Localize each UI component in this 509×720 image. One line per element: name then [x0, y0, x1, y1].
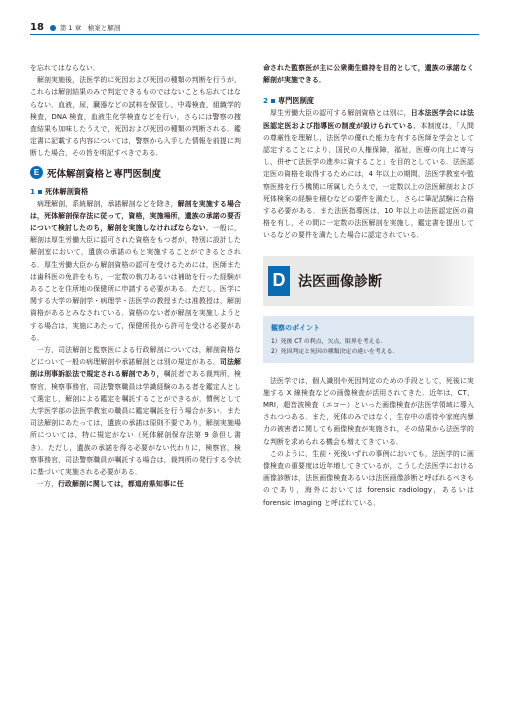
square-bullet-icon: [38, 190, 42, 194]
paragraph: [30, 478, 241, 490]
paragraph: [263, 107, 474, 241]
text-run: 一般に，解剖は厚生労働大臣に認可された資格をもつ者が，特別に設計した解剖室において，遺族の承諾のもと実施することができるとされる．厚生労働大臣から解剖資格の認可を受けるためには，医師または歯科医の免許をもち，一定数の執刀あるいは補助を行った経験があることを住所地の保健所に申請する必要がある．ただし，医学に関する大学の解剖学・病理学・法医学の教授または准教授は，解剖資格があるとみなされている．資格のない者が解剖を実施しようとする場合は，実施にあたって，保健所長から許可を受ける必要がある．: [30, 224, 241, 342]
subheading-number: 2: [263, 96, 269, 106]
subheading-1: [30, 186, 241, 198]
subheading-title: 死体解剖資格: [45, 186, 89, 196]
left-column: [30, 62, 241, 491]
running-header: [30, 22, 120, 33]
point-item: 1）死後 CT の利点，欠点，限界を考える．: [271, 338, 387, 345]
point-item: 2）死因判定と死因の種類決定の違いを考える．: [271, 348, 399, 355]
text-run: 本制度は，「人間の尊厳性を理解し，法医学の優れた能力を有する医師を学会として認定することにより，国民の人権保障，福祉，医療の向上に寄与し，併せて法医学の進歩に資すること」を目的としている．法医認定医の資格を取得するためには，4 年以上の期間，法医学教室や監察医務を行う機関に所属したうえで，一定数以上の法医解剖および死体検案の経験を積むなどの要件を満たし，さらに筆記試験に合格する必要がある．また法医指導医は，10 年以上の法医認定医の資格を有し，その間に一定数の法医解剖を実施し，鑑定書を提出しているなどの要件を満たした場合に認定されている．: [263, 121, 474, 240]
section-e-badge-icon: E: [30, 166, 43, 179]
section-banner-d: [263, 256, 474, 306]
paragraph: 解剖実施後，法医学的に死因および死因の種類の判断を行うが，これらは解剖結果のみで判定できるものではないことも忘れてはならない．血液，尿，臓器などの試料を保管し，中毒検査，組織学的検査，DNA 検査，血液生化学検査などを行い，さらには警察の捜査結果も加味したうえで，死因および死因の種類の判断される．鑑定書に記載する内容については，警察から入手した情報を前提に判断した場合，その旨を明記すべきである．: [30, 76, 241, 158]
bullet-dot-icon: [50, 25, 56, 31]
paragraph: このように，生前・死後いずれの事例においても，法医学的に画像検査の重要度は近年増してきているが，こうした法医学における画像診断は，法医画像検査あるいは法医画像診断と呼ばれるべきものであり，海外においては forensic radiology，あるいは forensic imaging と呼ばれている．: [263, 449, 474, 507]
bold-text: 日本法医学会には法医認定医および指導医の制度が設けられている．: [263, 109, 474, 130]
text-run: 一方，司法解剖と監察医による行政解剖については，解剖資格などについて一般の病理解剖や承諾解剖とは別の規定がある．: [30, 346, 241, 367]
text-run: 厚生労働大臣の認可する解剖資格とは別に，: [270, 109, 411, 118]
paragraph: 命された監察医が主に公衆衛生維持を目的として，遺族の承諾なく解剖が実施できる．: [263, 64, 474, 85]
right-column: [263, 62, 474, 509]
chapter-title: 第 1 章 検案と解剖: [59, 24, 121, 32]
text-run: 病理解剖，系統解剖，承諾解剖などを除き，: [37, 199, 178, 208]
paragraph: [30, 198, 241, 344]
section-heading-e: [30, 166, 241, 180]
header-rule: [30, 34, 479, 35]
bold-text: 司法解剖は刑事訴訟法で規定される解剖であり，: [30, 358, 241, 379]
paragraph: 法医学では，個人識別や死因判定のための手段として，死後に実施する X 線検査などの画像検査が活用されてきた．近年は，CT，MRI，超音波検査（エコー）といった画像検査が法医学領域に導入されつつある．また，死体のみではなく，生存中の虐待や家庭内暴力の被害者に関しても画像検査が実施され，その結果から法医学的な判断を求められる機会も増えてきている．: [263, 376, 474, 446]
text-run: 嘱託者である裁判所，検察官，検察事務官，司法警察職員は学識経験のある者を鑑定人として選定し，解剖による鑑定を嘱託することができるが，慣例として大学医学部の法医学教室の職員に鑑定嘱託を行う場合が多い．また司法解剖にあたっては，遺族の承諾は原則不要であり，解剖実施場所については，特に規定がない（死体解剖保存法第 9 条但し書き）．ただし，遺族の承諾を得る必要がない代わりに，検察官，検察事務官，司法警察職員が嘱託する場合は，裁判所の発行する令状に基づいて実施される必要がある．: [30, 370, 241, 477]
paragraph: [30, 344, 241, 478]
subheading-title: 専門医制度: [278, 96, 314, 106]
subheading-2: [263, 95, 474, 107]
observation-points-box: [263, 316, 474, 363]
section-d-badge-icon: D: [268, 266, 290, 296]
section-title: 死体解剖資格と専門医制度: [47, 168, 162, 180]
text-run: 一方，: [37, 480, 58, 489]
subheading-number: 1: [30, 186, 36, 196]
points-heading: 観察のポイント: [271, 323, 320, 332]
paragraph: を忘れてはならない．: [30, 64, 100, 72]
page-number: 18: [30, 22, 44, 33]
bold-text: 解剖を実施する場合は，死体解剖保存法に従って，資格，実施場所，遺族の承諾の要否について検討したのち，解剖を実施しなければならない．: [30, 199, 241, 233]
section-title: 法医画像診断: [298, 273, 382, 290]
square-bullet-icon: [271, 99, 275, 103]
bold-text: 行政解剖に関しては，都道府県知事に任: [57, 480, 184, 489]
